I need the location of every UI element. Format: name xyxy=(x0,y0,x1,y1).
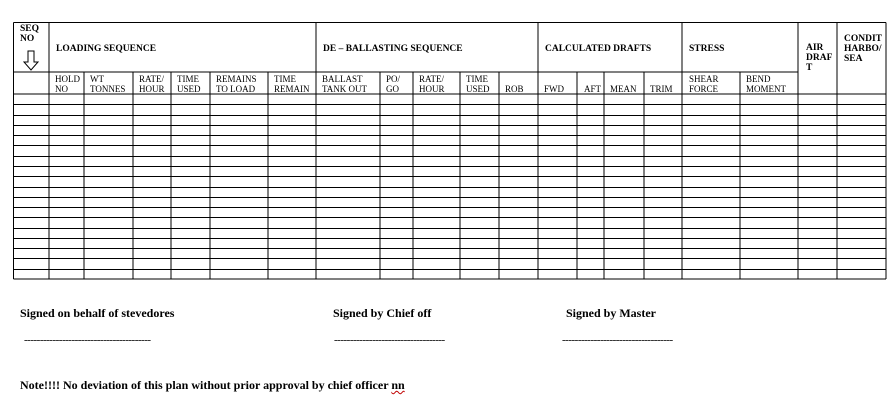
condition-header-line2: HARBO/ xyxy=(844,44,882,54)
subheader-trim: TRIM xyxy=(650,84,673,94)
subheader-rate-hour-line1: RATE/ xyxy=(139,74,165,84)
deviation-note-misspelled-word: nn xyxy=(391,378,405,392)
stevedores-signature-line: ---------------------------------------- xyxy=(24,334,151,346)
subheader-shear-force-line2: FORCE xyxy=(689,84,719,94)
subheader-remains-to-load-line2: TO LOAD xyxy=(216,84,256,94)
subheader-shear-force-line1: SHEAR xyxy=(689,74,719,84)
condition-header-line1: CONDIT xyxy=(844,34,883,44)
chief-officer-signature-label: Signed by Chief off xyxy=(333,306,432,320)
subheader-po-go-line2: GO xyxy=(386,84,399,94)
condition-header-line3: SEA xyxy=(844,54,863,64)
subheader-deballast-time-used-line2: USED xyxy=(466,84,490,94)
subheader-deballast-rate-hour-line2: HOUR xyxy=(419,84,445,94)
calculated-drafts-header: CALCULATED DRAFTS xyxy=(545,44,652,54)
subheader-wt-tonnes-line2: TONNES xyxy=(90,84,126,94)
subheader-mean: MEAN xyxy=(610,84,637,94)
stress-header: STRESS xyxy=(689,44,725,54)
table-grid xyxy=(14,23,887,280)
deviation-note-text: Note!!!! No deviation of this plan without prior approval by chief officer xyxy=(20,378,392,392)
air-draft-header-line3: T xyxy=(806,63,813,73)
subheader-rob: ROB xyxy=(505,84,524,94)
loading-plan-table xyxy=(13,22,887,282)
subheader-bend-moment-line1: BEND xyxy=(746,74,771,84)
subheader-deballast-rate-hour-line1: RATE/ xyxy=(419,74,445,84)
deballasting-sequence-header: DE – BALLASTING SEQUENCE xyxy=(323,44,463,54)
seq-header-line1: SEQ xyxy=(20,24,40,34)
seq-header-line2: NO xyxy=(20,34,35,44)
subheader-wt-tonnes-line1: WT xyxy=(90,74,104,84)
subheader-ballast-tank-out-line2: TANK OUT xyxy=(322,84,368,94)
subheader-aft: AFT xyxy=(584,84,602,94)
air-draft-header-line1: AIR xyxy=(806,43,824,53)
stevedores-signature-label: Signed on behalf of stevedores xyxy=(20,306,175,320)
subheader-hold-no-line2: NO xyxy=(55,84,68,94)
subheader-fwd: FWD xyxy=(544,84,564,94)
subheader-hold-no-line1: HOLD xyxy=(55,74,80,84)
subheader-ballast-tank-out-line1: BALLAST xyxy=(322,74,363,84)
chief-officer-signature-line: ----------------------------------- xyxy=(334,334,445,346)
subheader-time-remain-line1: TIME xyxy=(274,74,296,84)
subheader-time-used-line1: TIME xyxy=(177,74,199,84)
subheader-deballast-time-used-line1: TIME xyxy=(466,74,488,84)
deviation-note xyxy=(20,378,405,393)
subheader-po-go-line1: PO/ xyxy=(386,74,401,84)
loading-sequence-header: LOADING SEQUENCE xyxy=(56,44,157,54)
master-signature-label: Signed by Master xyxy=(566,306,656,320)
down-arrow-icon xyxy=(24,51,38,70)
subheader-time-remain-line2: REMAIN xyxy=(274,84,310,94)
subheader-bend-moment-line2: MOMENT xyxy=(746,84,786,94)
subheader-rate-hour-line2: HOUR xyxy=(139,84,165,94)
air-draft-header-line2: DRAF xyxy=(806,53,833,63)
master-signature-line: ----------------------------------- xyxy=(562,334,673,346)
subheader-time-used-line2: USED xyxy=(177,84,201,94)
subheader-remains-to-load-line1: REMAINS xyxy=(216,74,257,84)
